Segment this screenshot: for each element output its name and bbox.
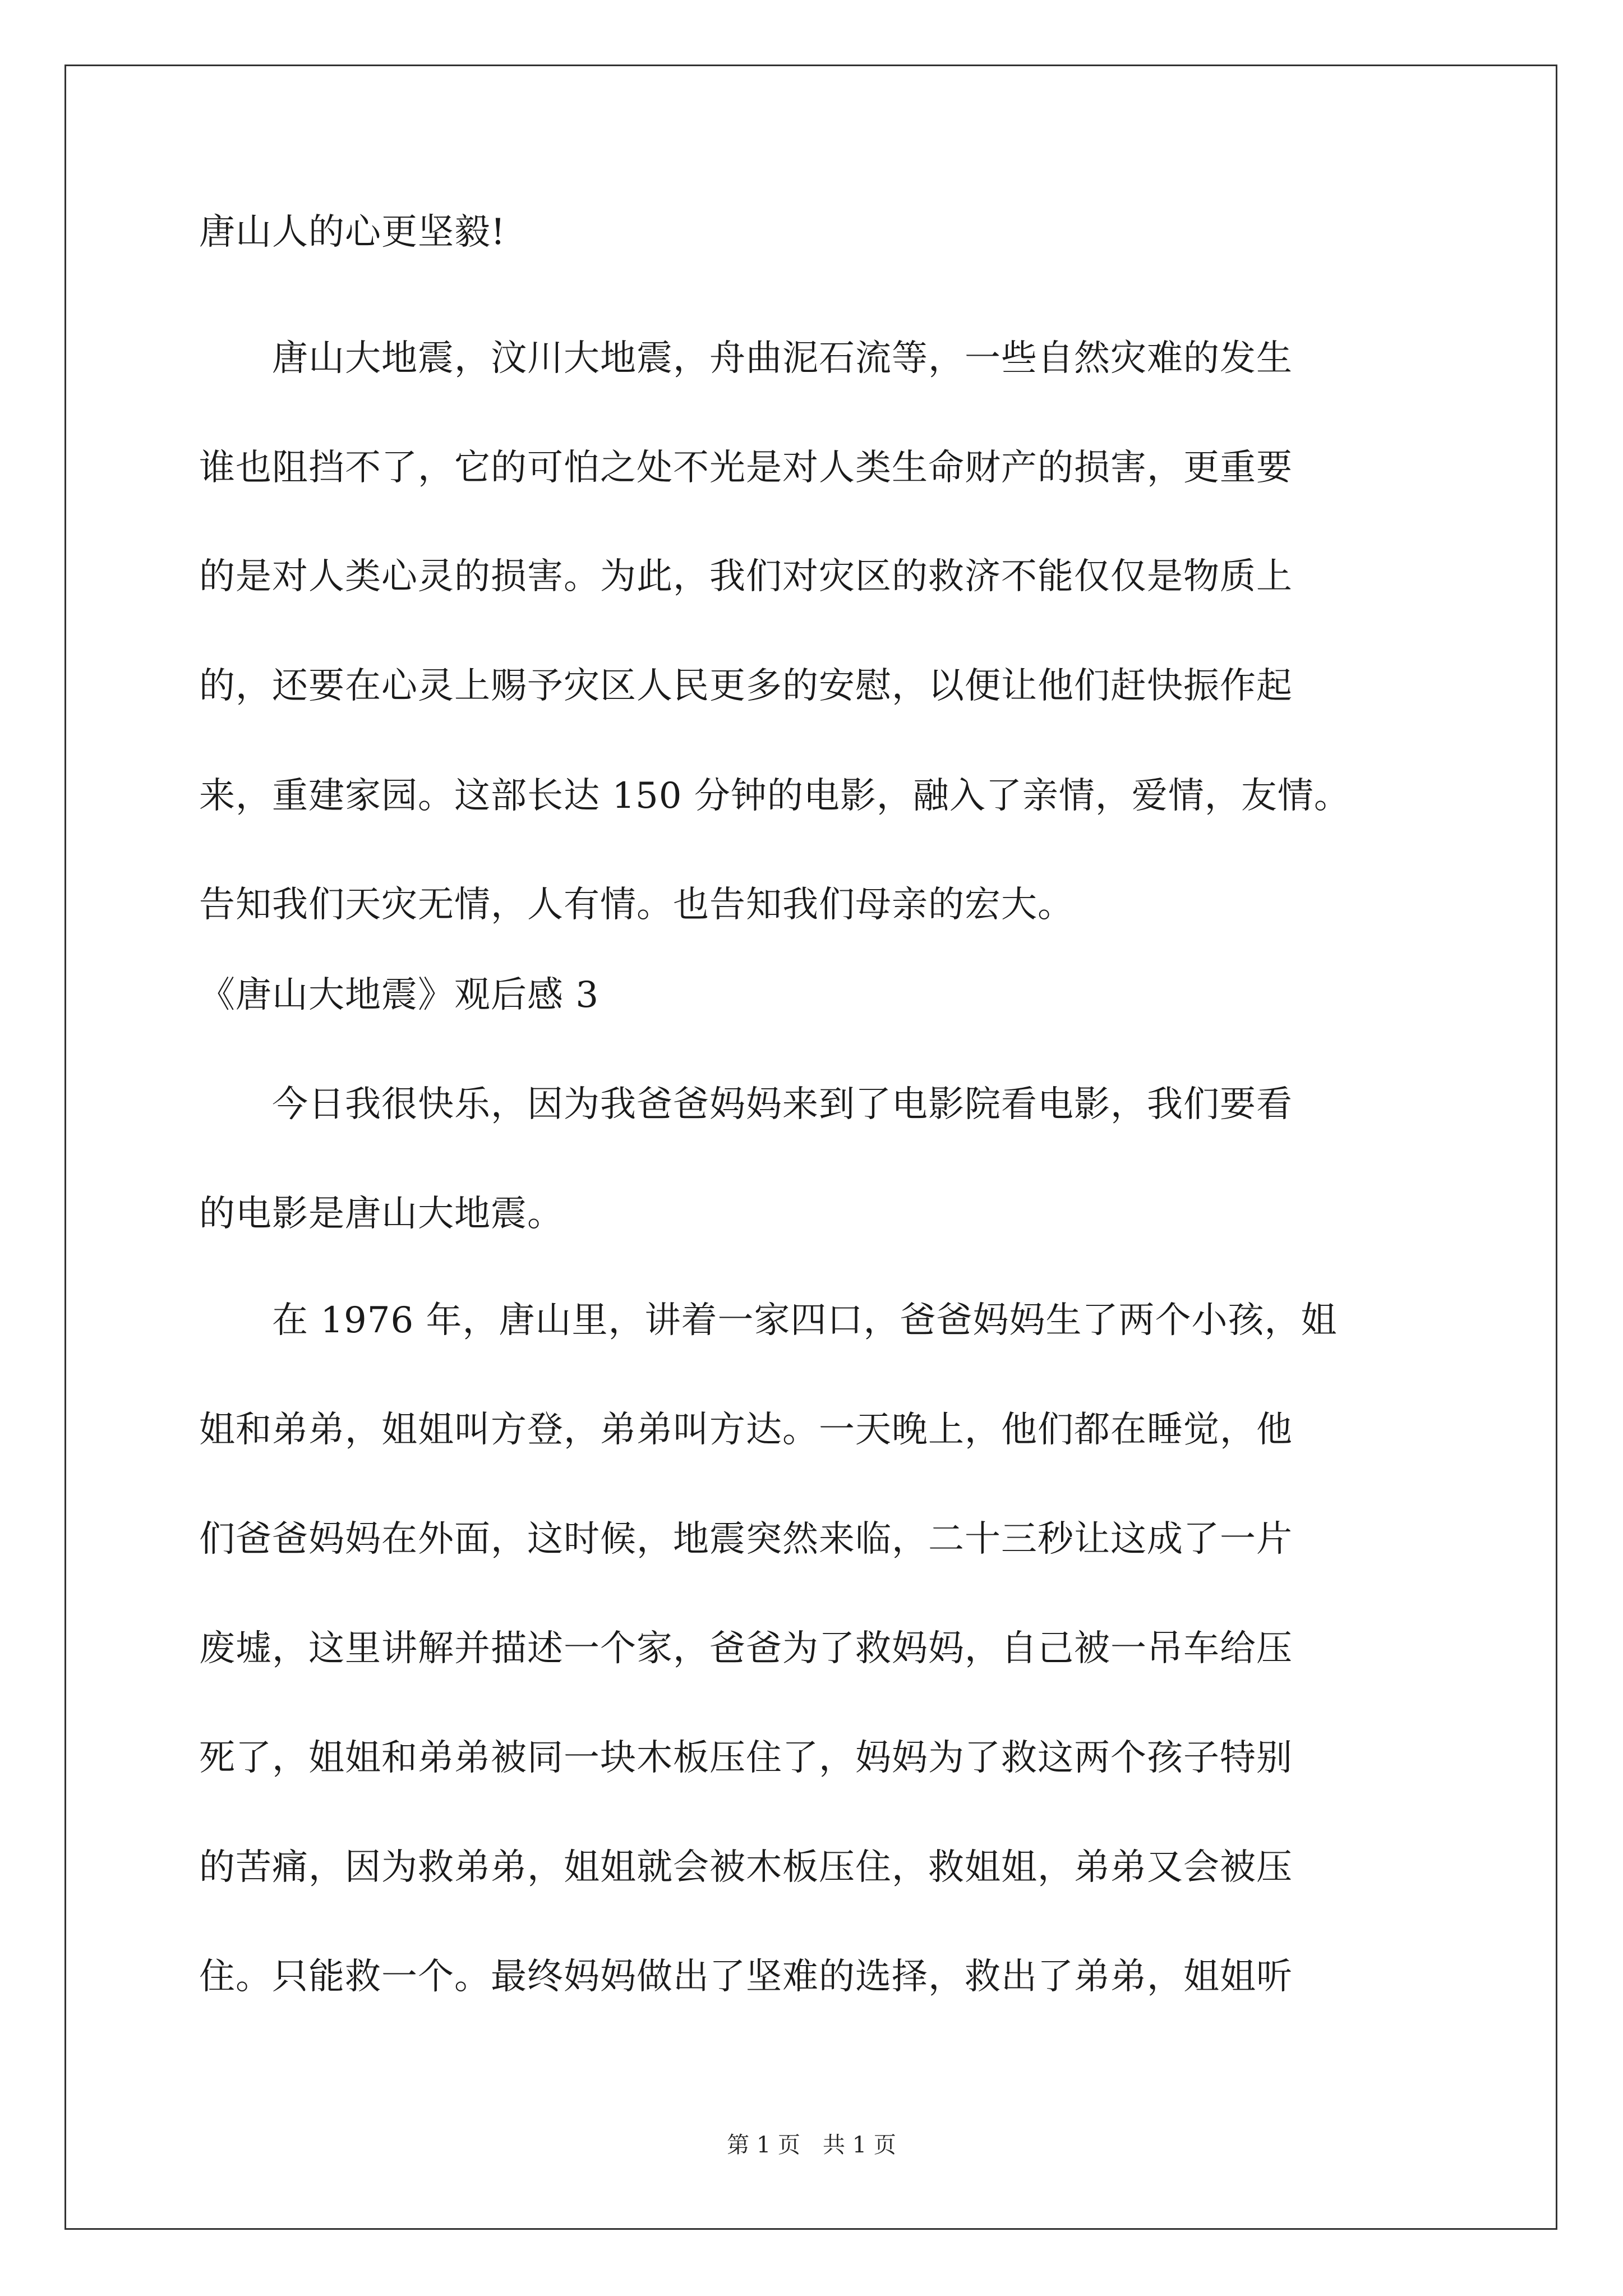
section-heading: 《唐山大地震》观后感 3 <box>199 974 600 1016</box>
text-line: 唐山大地震，汶川大地震，舟曲泥石流等，一些自然灾难的发生 <box>199 338 1293 379</box>
text-line: 的电影是唐山大地震。 <box>199 1193 564 1235</box>
text-line: 今日我很快乐，因为我爸爸妈妈来到了电影院看电影，我们要看 <box>199 1084 1293 1125</box>
text-line: 姐和弟弟，姐姐叫方登，弟弟叫方达。一天晚上，他们都在睡觉，他 <box>199 1409 1293 1451</box>
text-line: 死了，姐姐和弟弟被同一块木板压住了，妈妈为了救这两个孩子特别 <box>199 1737 1293 1779</box>
text-line: 在 1976 年，唐山里，讲着一家四口，爸爸妈妈生了两个小孩，姐 <box>199 1300 1338 1341</box>
text-line: 唐山人的心更坚毅! <box>199 211 506 253</box>
text-line: 谁也阻挡不了，它的可怕之处不光是对人类生命财产的损害，更重要 <box>199 447 1293 489</box>
page-border <box>64 65 1557 2230</box>
text-line: 告知我们天灾无情，人有情。也告知我们母亲的宏大。 <box>199 884 1074 926</box>
text-line: 住。只能救一个。最终妈妈做出了坚难的选择，救出了弟弟，姐姐听 <box>199 1956 1293 1998</box>
text-line: 的苦痛，因为救弟弟，姐姐就会被木板压住，救姐姐，弟弟又会被压 <box>199 1847 1293 1888</box>
text-line: 来，重建家园。这部长达 150 分钟的电影，融入了亲情，爱情，友情。 <box>199 775 1350 817</box>
text-line: 的，还要在心灵上赐予灾区人民更多的安慰，以便让他们赶快振作起 <box>199 665 1293 707</box>
text-line: 的是对人类心灵的损害。为此，我们对灾区的救济不能仅仅是物质上 <box>199 556 1293 597</box>
page-footer: 第 1 页 共 1 页 <box>727 2132 896 2158</box>
text-line: 们爸爸妈妈在外面，这时候，地震突然来临，二十三秒让这成了一片 <box>199 1519 1293 1560</box>
text-line: 废墟，这里讲解并描述一个家，爸爸为了救妈妈，自己被一吊车给压 <box>199 1628 1293 1669</box>
